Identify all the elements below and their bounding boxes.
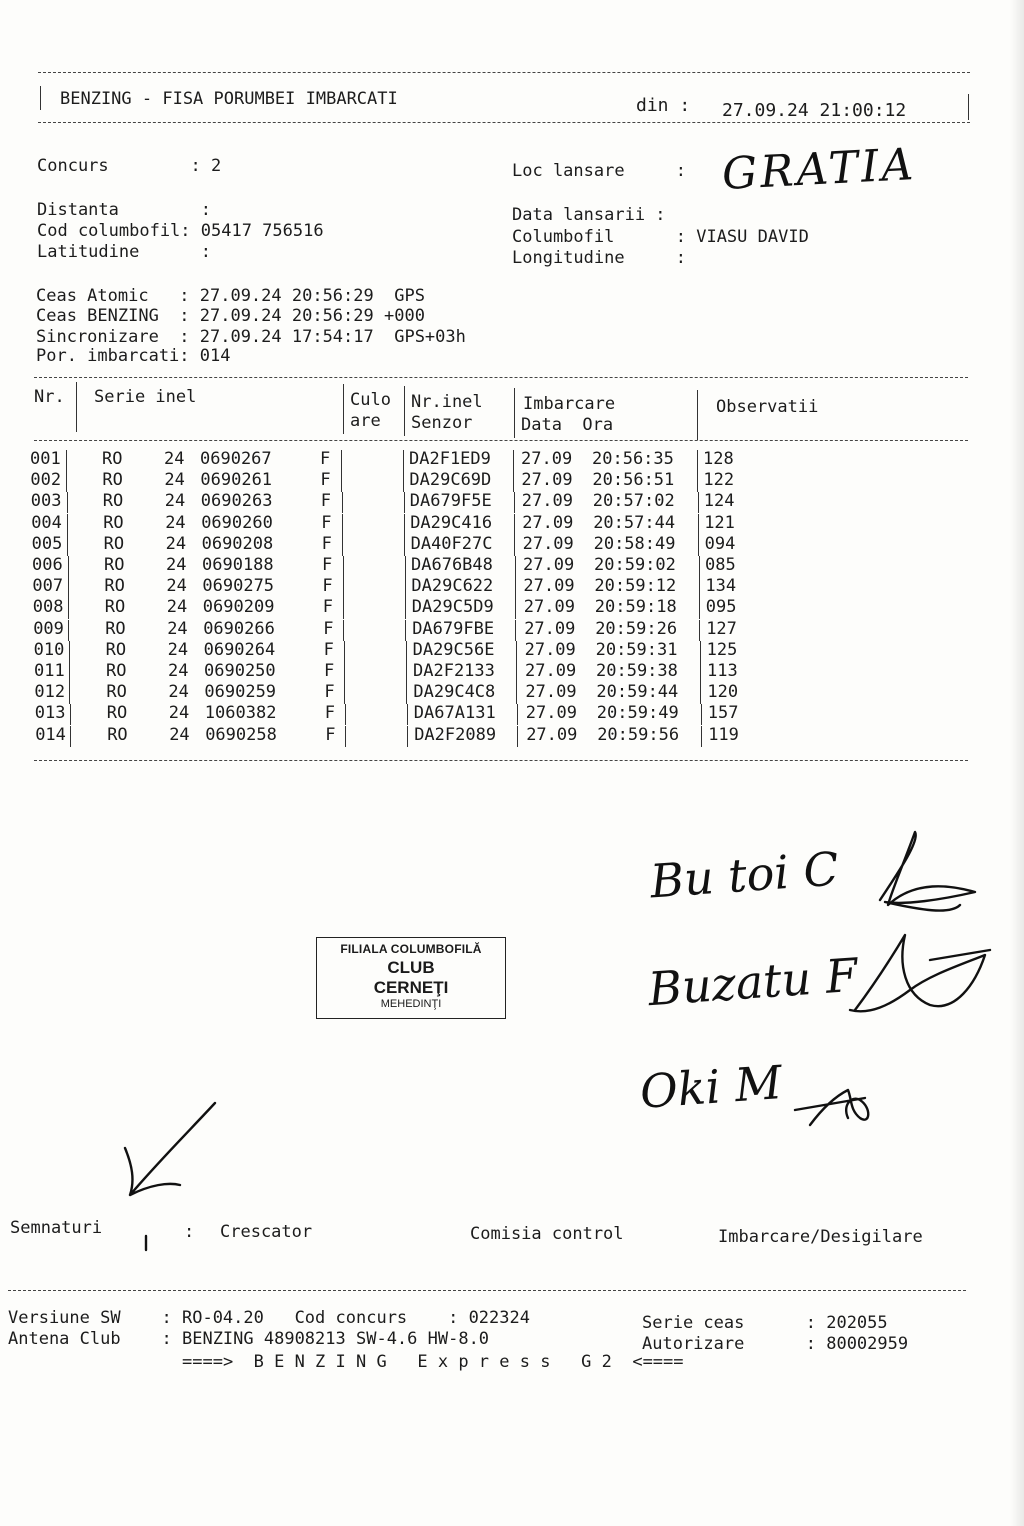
cell-senzor: DA679F5E [409, 491, 492, 512]
cell-an: 24 [164, 470, 185, 491]
cell-senzor: DA676B48 [411, 555, 493, 575]
cell-tara: RO [107, 724, 128, 745]
cell-data: 27.09 [525, 661, 577, 681]
cell-data: 27.09 [523, 576, 575, 597]
cell-observatii: 085 [705, 555, 736, 575]
cell-nr: 013 [34, 703, 66, 724]
cell-ora: 20:56:51 [592, 470, 675, 491]
col-header-nr-inel-1: Nr.inel [411, 392, 483, 412]
loc-lansare-handwritten: GRATIA [720, 138, 918, 201]
cell-data: 27.09 [521, 470, 573, 491]
cell-sex: F [320, 470, 331, 491]
cell-an: 24 [164, 449, 185, 469]
cell-nr: 001 [30, 449, 61, 469]
cell-sex: F [320, 449, 331, 469]
print-datetime: 27.09.24 21:00:12 [722, 100, 907, 121]
club-stamp [316, 937, 506, 1019]
din-label: din : [636, 95, 691, 116]
longitudine-field: Longitudine : [512, 248, 686, 268]
cell-sex: F [324, 682, 335, 703]
col-header-observatii: Observatii [716, 397, 819, 417]
cell-data: 27.09 [521, 491, 573, 512]
cell-nr: 007 [32, 576, 64, 597]
cell-tara: RO [106, 703, 128, 724]
cell-inel: 0690259 [204, 682, 277, 703]
col-header-culoare-1: Culo [350, 390, 391, 410]
cell-nr: 010 [33, 639, 65, 660]
stamp-line-1: FILIALA COLUMBOFILĂ [340, 942, 482, 956]
cell-ora: 20:59:49 [596, 703, 679, 724]
cell-tara: RO [104, 576, 125, 597]
cell-tara: RO [103, 533, 125, 554]
document-title: BENZING - FISA PORUMBEI IMBARCATI [60, 89, 398, 109]
cell-observatii: 125 [706, 639, 738, 660]
cell-observatii: 113 [707, 661, 738, 681]
versiune-sw: Versiune SW : RO-04.20 Cod concurs : 022324 [8, 1308, 530, 1328]
cell-sex: F [322, 555, 333, 575]
cell-senzor: DA29C4C8 [413, 682, 496, 703]
cell-data: 27.09 [525, 703, 577, 724]
cell-sex: F [325, 724, 336, 745]
cell-observatii: 127 [706, 618, 737, 639]
cell-observatii: 122 [703, 470, 735, 491]
cell-senzor: DA29C56E [412, 639, 495, 660]
comisia-control-label: Comisia control [470, 1224, 624, 1244]
cell-ora: 20:59:02 [594, 555, 676, 575]
cell-sex: F [322, 597, 334, 618]
stamp-line-3: CERNEŢI [373, 978, 449, 997]
cell-inel: 0690261 [200, 470, 273, 491]
cell-ora: 20:59:31 [595, 639, 678, 660]
cell-inel: 0690266 [203, 618, 275, 639]
handwritten-name-3: Oki M [638, 1055, 784, 1119]
cell-data: 27.09 [525, 682, 577, 703]
cell-senzor: DA29C5D9 [411, 597, 494, 618]
col-header-imbarcare-2: Data Ora [521, 415, 614, 435]
cell-observatii: 124 [703, 491, 735, 512]
autorizare: Autorizare : 80002959 [642, 1334, 909, 1354]
col-header-imbarcare-1: Imbarcare [523, 394, 616, 414]
cell-ora: 20:56:35 [592, 449, 674, 469]
cell-tara: RO [103, 512, 124, 533]
cell-senzor: DA67A131 [413, 703, 496, 724]
cell-sex: F [322, 576, 333, 597]
sincronizare: Sincronizare : 27.09.24 17:54:17 GPS+03h [36, 327, 466, 347]
cell-sex: F [323, 618, 334, 639]
cell-nr: 008 [32, 597, 64, 618]
concurs-field: Concurs : 2 [37, 156, 222, 176]
cell-nr: 004 [31, 512, 62, 533]
cell-an: 24 [166, 576, 187, 597]
cell-data: 27.09 [522, 512, 574, 533]
columbofil-field: Columbofil : VIASU DAVID [512, 227, 809, 247]
cell-an: 24 [166, 555, 187, 575]
imbarcare-desigilare-label: Imbarcare/Desigilare [718, 1227, 923, 1247]
cell-inel: 0690263 [200, 491, 273, 512]
cell-tara: RO [106, 661, 127, 681]
cell-inel: 0690209 [202, 597, 275, 618]
cell-nr: 003 [30, 491, 62, 512]
cell-inel: 0690188 [202, 555, 274, 575]
cell-ora: 20:58:49 [593, 533, 676, 554]
serie-ceas: Serie ceas : 202055 [642, 1313, 888, 1333]
cell-data: 27.09 [522, 533, 574, 554]
cell-tara: RO [102, 449, 123, 469]
cell-inel: 0690258 [205, 724, 277, 745]
cell-data: 27.09 [523, 555, 575, 575]
cell-inel: 0690260 [201, 512, 273, 533]
cell-data: 27.09 [524, 639, 576, 660]
signature-3 [795, 1090, 868, 1125]
cell-senzor: DA2F1ED9 [409, 449, 491, 469]
cell-tara: RO [106, 682, 127, 703]
cell-nr: 012 [34, 682, 66, 703]
cell-inel: 0690250 [204, 661, 276, 681]
cell-observatii: 121 [704, 512, 735, 533]
cell-inel: 0690208 [201, 533, 274, 554]
cell-an: 24 [164, 491, 186, 512]
handwritten-name-2: Buzatu F [646, 947, 860, 1017]
cell-sex: F [324, 703, 336, 724]
cell-an: 24 [167, 618, 188, 639]
loc-lansare-field: Loc lansare : [512, 161, 686, 181]
cell-an: 24 [168, 682, 189, 703]
cell-ora: 20:59:26 [595, 618, 678, 639]
cell-sex: F [321, 512, 332, 533]
col-header-culoare-2: are [350, 411, 381, 431]
col-header-nr: Nr. [34, 387, 65, 407]
cell-data: 27.09 [524, 618, 576, 639]
cell-observatii: 094 [704, 533, 736, 554]
cell-senzor: DA40F27C [410, 533, 493, 554]
cell-inel: 1060382 [204, 703, 277, 724]
cell-sex: F [323, 639, 334, 660]
crescator-label: Crescator [220, 1222, 313, 1242]
signature-1 [880, 832, 975, 911]
cell-ora: 20:57:02 [592, 491, 675, 512]
cell-an: 24 [165, 533, 187, 554]
cell-data: 27.09 [526, 724, 578, 745]
cell-data: 27.09 [523, 597, 575, 618]
cell-nr: 006 [32, 555, 63, 575]
col-header-nr-inel-2: Senzor [411, 413, 473, 433]
cell-tara: RO [102, 470, 123, 491]
semnaturi-label: Semnaturi [10, 1218, 103, 1238]
cell-tara: RO [104, 597, 126, 618]
ceas-atomic: Ceas Atomic : 27.09.24 20:56:29 GPS [36, 286, 425, 306]
cell-nr: 002 [30, 470, 62, 491]
cell-tara: RO [105, 639, 127, 660]
cell-tara: RO [104, 555, 125, 575]
cell-senzor: DA29C416 [410, 512, 493, 533]
cell-observatii: 119 [708, 724, 739, 745]
cell-observatii: 120 [707, 682, 739, 703]
cell-ora: 20:59:18 [594, 597, 677, 618]
cell-sex: F [321, 533, 332, 554]
antena-club: Antena Club : BENZING 48908213 SW-4.6 HW-8.0 [8, 1329, 490, 1349]
benzing-express-banner: ====> B E N Z I N G E x p r e s s G 2 <==== [182, 1352, 684, 1372]
cell-observatii: 134 [705, 576, 737, 597]
cell-ora: 20:59:56 [597, 724, 680, 745]
cell-an: 24 [168, 661, 189, 681]
cell-ora: 20:59:44 [596, 682, 679, 703]
por-imbarcati: Por. imbarcati: 014 [36, 346, 231, 366]
cell-senzor: DA2F2133 [413, 661, 495, 681]
distanta-field: Distanta : [37, 200, 211, 220]
data-lansarii-field: Data lansarii : [512, 205, 666, 225]
cell-an: 24 [167, 639, 189, 660]
cell-ora: 20:57:44 [593, 512, 676, 533]
footer-rule [8, 1290, 966, 1291]
cell-ora: 20:59:12 [594, 576, 677, 597]
cell-an: 24 [166, 597, 188, 618]
cell-nr: 005 [31, 533, 63, 554]
cell-ora: 20:59:38 [596, 661, 678, 681]
handwritten-name-1: Bu toi C [648, 841, 841, 909]
signature-2 [850, 935, 990, 1011]
cell-senzor: DA29C622 [411, 576, 494, 597]
cell-tara: RO [102, 491, 124, 512]
stamp-line-2: CLUB [387, 958, 435, 977]
cell-nr: 009 [33, 618, 64, 639]
cell-tara: RO [105, 618, 126, 639]
cell-inel: 0690275 [202, 576, 275, 597]
cell-senzor: DA679FBE [412, 618, 495, 639]
col-header-serie-inel: Serie inel [94, 387, 197, 407]
cell-nr: 011 [34, 661, 65, 681]
cell-inel: 0690267 [200, 449, 272, 469]
cell-an: 24 [165, 512, 186, 533]
cell-nr: 014 [35, 724, 66, 745]
ceas-benzing: Ceas BENZING : 27.09.24 20:56:29 +000 [36, 306, 425, 326]
cell-senzor: DA29C69D [409, 470, 492, 491]
cell-senzor: DA2F2089 [414, 724, 497, 745]
check-mark [125, 1103, 215, 1195]
cell-an: 24 [169, 724, 190, 745]
cell-an: 24 [168, 703, 190, 724]
cell-observatii: 128 [703, 449, 734, 469]
cell-sex: F [320, 491, 332, 512]
cell-data: 27.09 [521, 449, 573, 469]
cell-observatii: 157 [707, 703, 739, 724]
cell-sex: F [324, 661, 335, 681]
semnaturi-colon: : [184, 1222, 195, 1242]
cell-observatii: 095 [705, 597, 737, 618]
cell-inel: 0690264 [203, 639, 276, 660]
latitudine-field: Latitudine : [37, 242, 211, 262]
stamp-line-4: MEHEDINŢI [380, 998, 442, 1010]
cod-columbofil-field: Cod columbofil: 05417 756516 [37, 221, 324, 241]
